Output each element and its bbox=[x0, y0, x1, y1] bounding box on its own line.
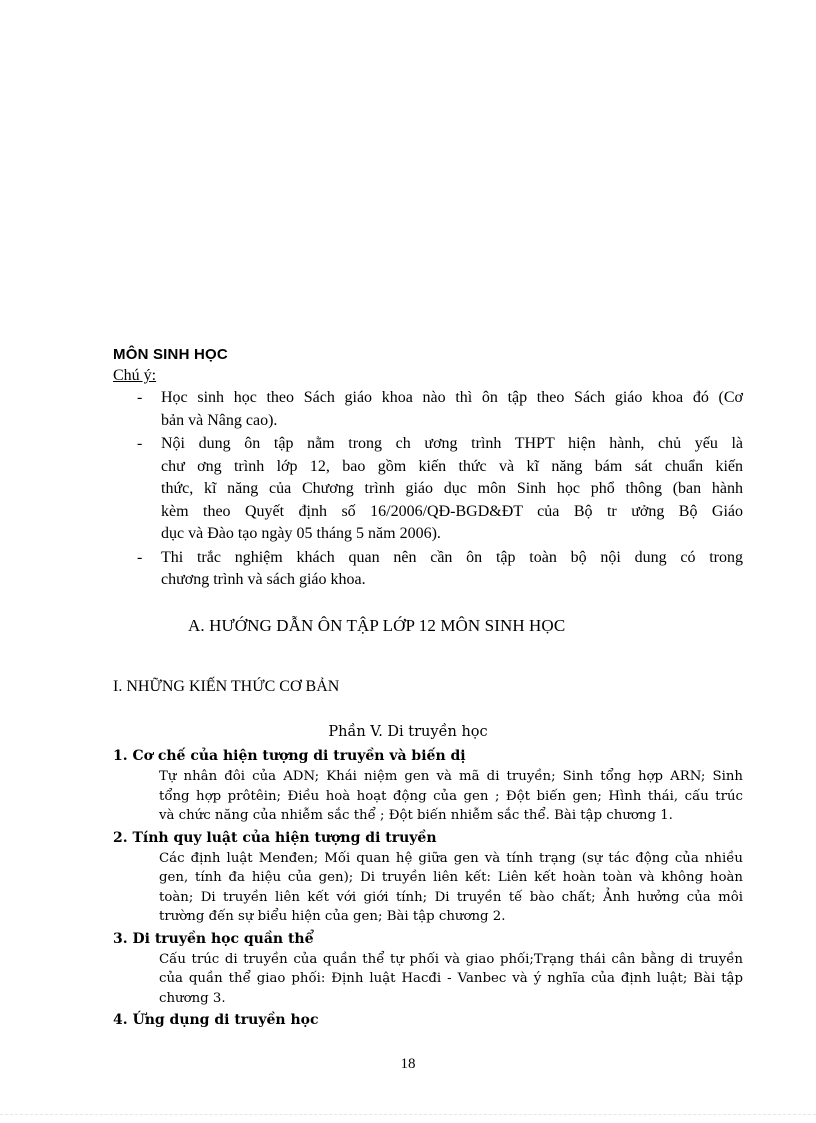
topic-title: 4. Ứng dụng di truyền học bbox=[113, 1012, 319, 1028]
topic-line: và chức năng của nhiễm sắc thể ; Đột biến nhiễm sắc thể. Bài tập chương 1. bbox=[159, 808, 673, 823]
topic-line: chương 3. bbox=[159, 990, 226, 1006]
note-line: chư ơng trình lớp 12, bao gồm kiến thức và kĩ năng bám sát chuẩn kiến bbox=[161, 457, 743, 475]
topic-title: 1. Cơ chế của hiện tượng di truyền và biến dị bbox=[113, 748, 466, 764]
topic-line: tổng hợp prôtêin; Điều hoà hoạt động của gen ; Đột biến gen; Hình thái, cấu trúc bbox=[159, 788, 743, 804]
bullet-dash: - bbox=[137, 548, 143, 566]
note-item bbox=[113, 547, 743, 592]
topic-item bbox=[113, 746, 743, 826]
note-line: bản và Nâng cao). bbox=[161, 411, 278, 429]
section-heading-i: I. NHỮNG KIẾN THỨC CƠ BẢN bbox=[113, 678, 340, 695]
topic-item bbox=[113, 828, 743, 927]
topic-line: toàn; Di truyền liên kết với giới tính; Di truyền tế bào chất; Ảnh hưởng của môi bbox=[159, 889, 743, 905]
note-label: Chú ý: bbox=[113, 367, 157, 384]
note-line: kèm theo Quyết định số 16/2006/QĐ-BGD&ĐT của Bộ tr ưởng Bộ Giáo bbox=[161, 502, 743, 520]
note-line: Học sinh học theo Sách giáo khoa nào thì ôn tập theo Sách giáo khoa đó (Cơ bbox=[161, 389, 743, 406]
topic-title: 3. Di truyền học quần thể bbox=[113, 930, 314, 947]
section-heading-a: A. HƯỚNG DẪN ÔN TẬP LỚP 12 MÔN SINH HỌC bbox=[188, 616, 566, 635]
note-line: Nội dung ôn tập nằm trong ch ương trình THPT hiện hành, chủ yếu là bbox=[161, 435, 743, 452]
topic-list bbox=[113, 746, 743, 1033]
subject-title: MÔN SINH HỌC bbox=[113, 346, 228, 363]
topic-title: 2. Tính quy luật của hiện tượng di truyền bbox=[113, 829, 437, 846]
note-item bbox=[113, 433, 743, 546]
note-list bbox=[113, 387, 743, 593]
topic-item bbox=[113, 1010, 743, 1031]
part-title: Phần V. Di truyền học bbox=[328, 724, 488, 740]
topic-body bbox=[113, 849, 743, 927]
bullet-dash: - bbox=[137, 435, 143, 452]
topic-line: Cấu trúc di truyền của quần thể tự phối và giao phối;Trạng thái cân bằng di truyền bbox=[159, 951, 743, 967]
bullet-dash: - bbox=[137, 389, 143, 406]
topic-line: Tự nhân đôi của ADN; Khái niệm gen và mã di truyền; Sinh tổng hợp ARN; Sinh bbox=[159, 769, 743, 784]
topic-line: Các định luật Menđen; Mối quan hệ giữa gen và tính trạng (sự tác động của nhiều bbox=[159, 850, 743, 866]
topic-line: của quần thể giao phối: Định luật Hacđi - Vanbec và ý nghĩa của định luật; Bài tập bbox=[159, 971, 743, 986]
topic-line: trường đến sự biểu hiện của gen; Bài tập chương 2. bbox=[159, 909, 506, 924]
note-item bbox=[113, 387, 743, 432]
topic-line: gen, tính đa hiệu của gen); Di truyền liên kết: Liên kết hoàn toàn và không hoàn bbox=[159, 870, 743, 885]
topic-body bbox=[113, 767, 743, 826]
note-line: dục và Đào tạo ngày 05 tháng 5 năm 2006). bbox=[161, 525, 441, 542]
note-line: thức, kĩ năng của Chương trình giáo dục môn Sinh học phổ thông (ban hành bbox=[161, 480, 743, 497]
note-line: chương trình và sách giáo khoa. bbox=[161, 571, 366, 588]
page-bottom-divider bbox=[0, 1114, 816, 1115]
page-number: 18 bbox=[400, 1056, 416, 1072]
topic-item bbox=[113, 929, 743, 1009]
note-line: Thi trắc nghiệm khách quan nên cần ôn tập toàn bộ nội dung có trong bbox=[161, 548, 743, 566]
topic-body bbox=[113, 950, 743, 1009]
